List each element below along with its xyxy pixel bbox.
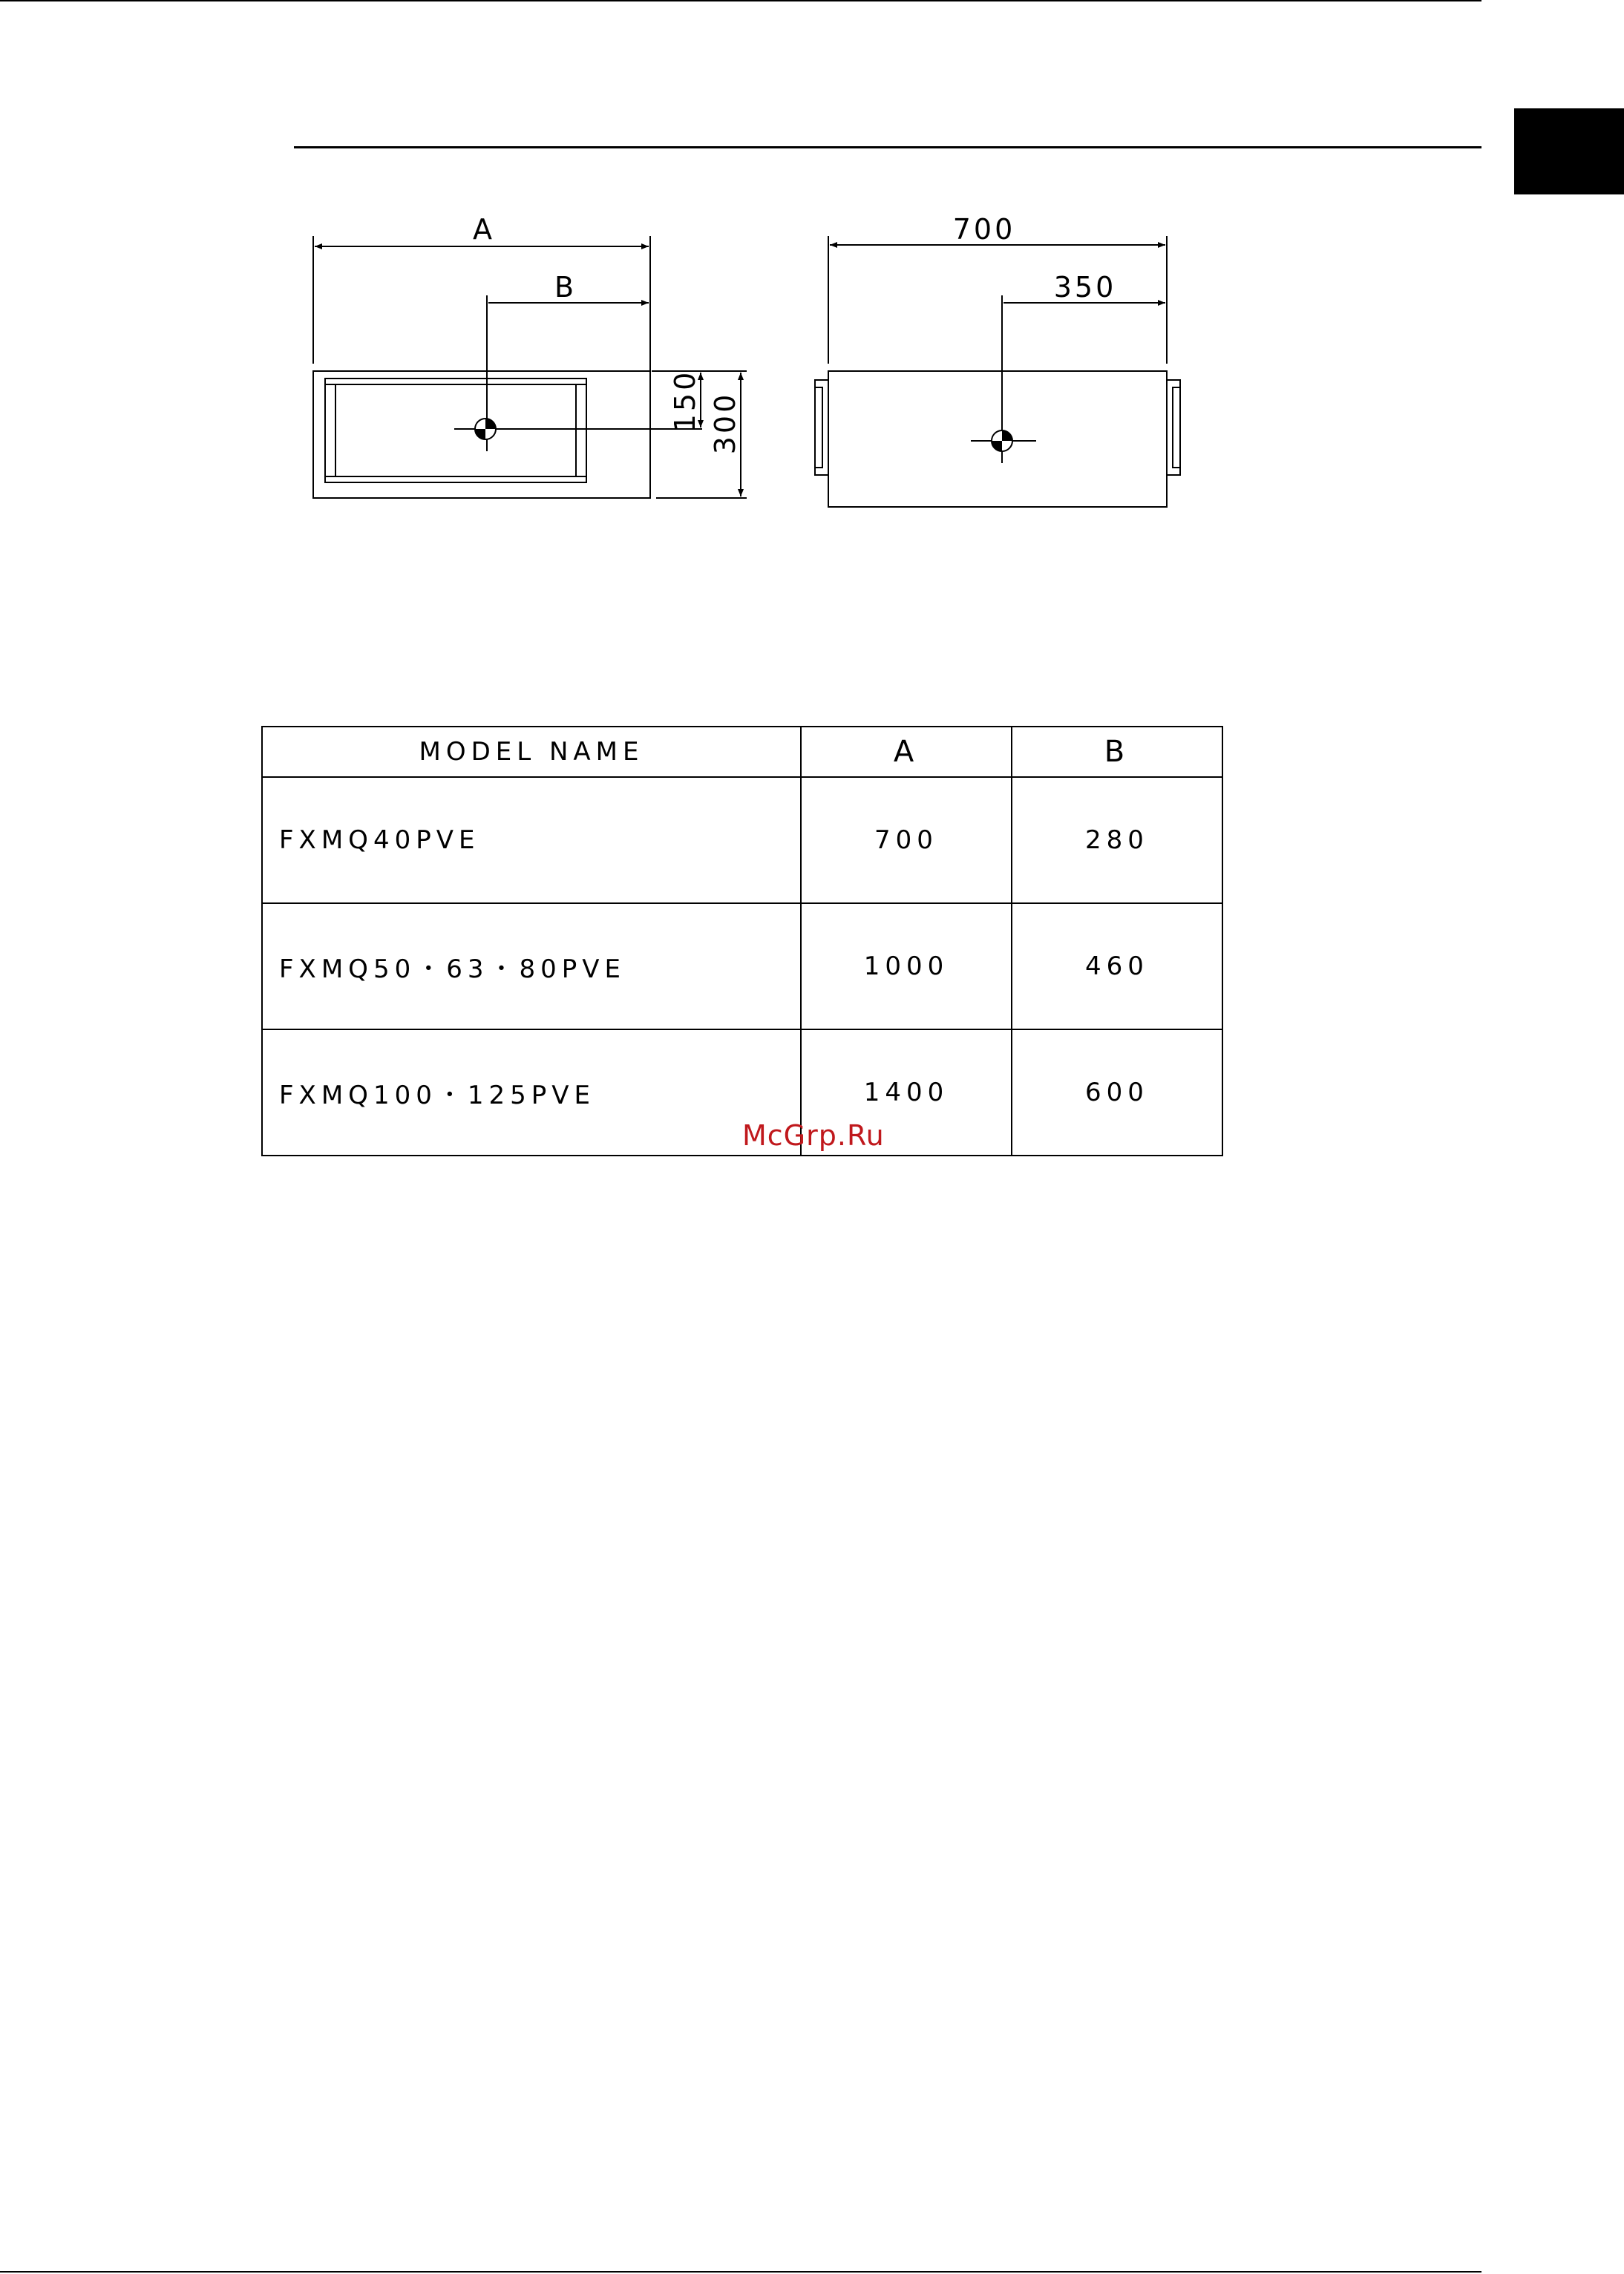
b-cell: 280 bbox=[1012, 777, 1222, 903]
model-cell: FXMQ50・63・80PVE bbox=[262, 903, 801, 1029]
table-header-row bbox=[262, 727, 1222, 777]
watermark-text: McGrp.Ru bbox=[742, 1119, 885, 1152]
table-row bbox=[262, 903, 1222, 1029]
dim-a-label: A bbox=[473, 213, 495, 246]
bottom-rule bbox=[0, 2271, 1481, 2273]
b-cell: 460 bbox=[1012, 903, 1222, 1029]
model-cell: FXMQ40PVE bbox=[262, 777, 801, 903]
table-row bbox=[262, 777, 1222, 903]
dim-700-label: 700 bbox=[952, 213, 1016, 246]
model-dimension-table bbox=[261, 726, 1223, 1156]
model-cell: FXMQ100・125PVE bbox=[262, 1029, 801, 1156]
a-cell: 1400 bbox=[801, 1029, 1012, 1156]
a-cell: 1000 bbox=[801, 903, 1012, 1029]
header-b: B bbox=[1012, 727, 1222, 777]
header-model-name: MODEL NAME bbox=[262, 727, 801, 777]
left-view bbox=[313, 236, 747, 498]
header-a: A bbox=[801, 727, 1012, 777]
right-view bbox=[815, 236, 1180, 507]
b-cell: 600 bbox=[1012, 1029, 1222, 1156]
dim-350-label: 350 bbox=[1053, 271, 1117, 304]
dim-b-label: B bbox=[554, 271, 577, 304]
dimension-drawing bbox=[0, 0, 1624, 534]
dim-300-label: 300 bbox=[709, 391, 741, 455]
right-center-symbol-icon bbox=[992, 430, 1012, 451]
left-center-symbol-icon bbox=[475, 419, 496, 439]
dim-150-label: 150 bbox=[669, 369, 701, 433]
a-cell: 700 bbox=[801, 777, 1012, 903]
